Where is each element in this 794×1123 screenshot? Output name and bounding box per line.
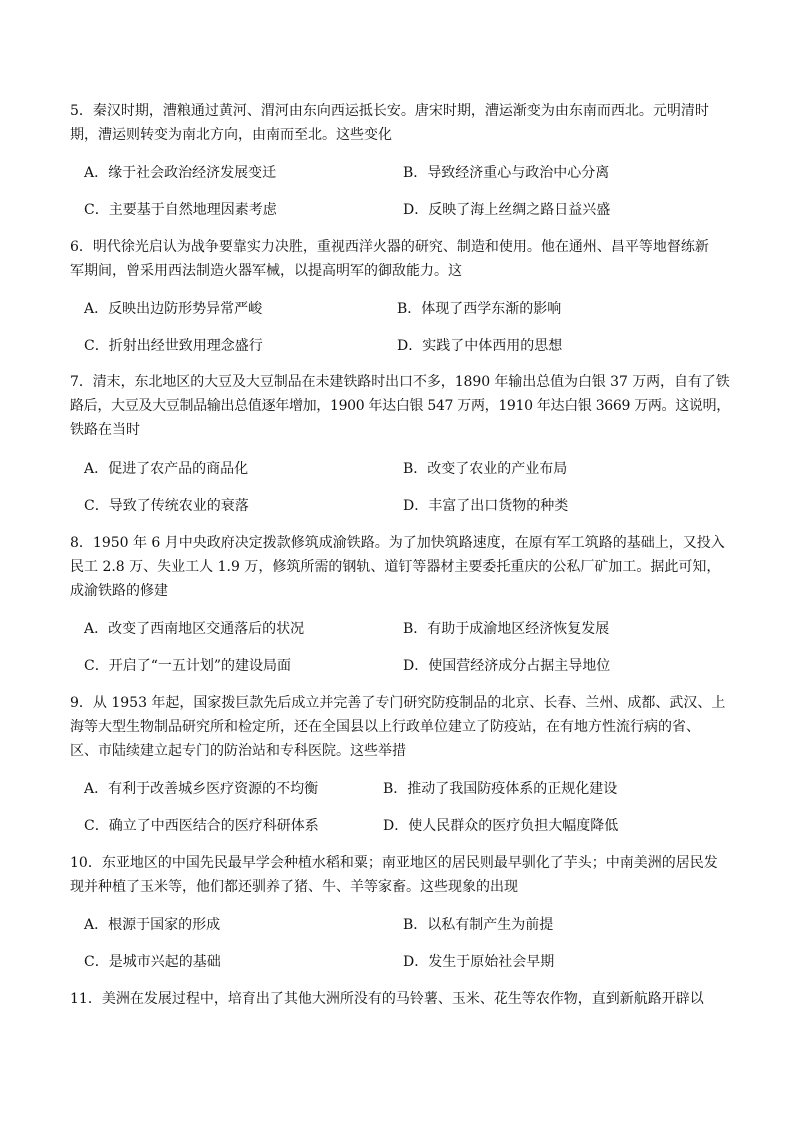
question-7-line-3: 铁路在当时 xyxy=(70,422,140,438)
question-10-option-d: D．发生于原始社会早期 xyxy=(403,954,555,970)
question-6-option-b: B．体现了西学东渐的影响 xyxy=(397,301,562,317)
question-7-option-b: B．改变了农业的产业布局 xyxy=(403,461,568,477)
question-6-line-2: 军期间，曾采用西法制造火器军械，以提高明军的御敌能力。这 xyxy=(70,263,462,279)
question-8-option-d: D．使国营经济成分占据主导地位 xyxy=(403,658,611,674)
question-6-option-c: C．折射出经世致用理念盛行 xyxy=(84,338,263,354)
question-8-line-3: 成渝铁路的修建 xyxy=(70,583,168,599)
question-10-option-c: C．是城市兴起的基础 xyxy=(84,954,221,970)
question-10-line-2: 现并种植了玉米等，他们都还驯养了猪、牛、羊等家畜。这些现象的出现 xyxy=(70,879,518,895)
question-9-option-c: C．确立了中西医结合的医疗科研体系 xyxy=(84,818,319,834)
question-7-option-d: D．丰富了出口货物的种类 xyxy=(403,498,569,514)
question-10-line-1: 10．东亚地区的中国先民最早学会种植水稻和粟；南亚地区的居民则最早驯化了芋头；中南美洲的居民发 xyxy=(70,855,718,871)
question-5-line-2: 期，漕运则转变为南北方向，由南而至北。这些变化 xyxy=(70,127,392,143)
question-7-line-2: 路后，大豆及大豆制品输出总值逐年增加，1900 年达白银 547 万两，1910 年达白银 3669 万两。这说明， xyxy=(70,398,730,414)
question-8-line-2: 民工 2.8 万、失业工人 1.9 万，修筑所需的钢轨、道钉等器材主要委托重庆的公私厂矿加工。据此可知， xyxy=(70,559,721,575)
question-6-option-a: A．反映出边防形势异常严峻 xyxy=(84,301,263,317)
question-9-line-2: 海等大型生物制品研究所和检定所，还在全国县以上行政单位建立了防疫站，在有地方性流行病的省、 xyxy=(70,719,700,735)
question-5-option-c: C．主要基于自然地理因素考虑 xyxy=(84,202,277,218)
question-7-line-1: 7．清末，东北地区的大豆及大豆制品在未建铁路时出口不多，1890 年输出总值为白银 37 万两，自有了铁 xyxy=(70,374,730,390)
question-5-option-d: D．反映了海上丝绸之路日益兴盛 xyxy=(403,202,611,218)
question-9-option-b: B．推动了我国防疫体系的正规化建设 xyxy=(383,781,618,797)
question-7-option-c: C．导致了传统农业的衰落 xyxy=(84,498,249,514)
question-8-line-1: 8．1950 年 6 月中央政府决定拨款修筑成渝铁路。为了加快筑路速度，在原有军工筑路的基础上，又投入 xyxy=(70,535,725,551)
question-8-option-a: A．改变了西南地区交通落后的状况 xyxy=(84,621,305,637)
question-5-option-b: B．导致经济重心与政治中心分离 xyxy=(403,165,610,181)
question-8-option-b: B．有助于成渝地区经济恢复发展 xyxy=(403,621,610,637)
question-6-line-1: 6．明代徐光启认为战争要靠实力决胜，重视西洋火器的研究、制造和使用。他在通州、昌平等地督练新 xyxy=(70,239,709,255)
question-10-option-a: A．根源于国家的形成 xyxy=(84,917,221,933)
question-9-line-1: 9．从 1953 年起，国家拨巨款先后成立并完善了专门研究防疫制品的北京、长春、兰州、成都、武汉、上 xyxy=(70,695,726,711)
question-10-option-b: B．以私有制产生为前提 xyxy=(403,917,554,933)
question-9-line-3: 区、市陆续建立起专门的防治站和专科医院。这些举措 xyxy=(70,743,406,759)
question-9-option-a: A．有利于改善城乡医疗资源的不均衡 xyxy=(84,781,319,797)
question-11-line-1: 11．美洲在发展过程中，培育出了其他大洲所没有的马铃薯、玉米、花生等农作物，直到新航路开辟以 xyxy=(70,991,704,1007)
question-5-option-a: A．缘于社会政治经济发展变迁 xyxy=(84,165,277,181)
question-7-option-a: A．促进了农产品的商品化 xyxy=(84,461,249,477)
question-5-line-1: 5．秦汉时期，漕粮通过黄河、渭河由东向西运抵长安。唐宋时期，漕运渐变为由东南而西北。元明清时 xyxy=(70,103,709,119)
question-8-option-c: C．开启了“一五计划”的建设局面 xyxy=(84,658,292,674)
question-6-option-d: D．实践了中体西用的思想 xyxy=(397,338,563,354)
question-9-option-d: D．使人民群众的医疗负担大幅度降低 xyxy=(383,818,619,834)
